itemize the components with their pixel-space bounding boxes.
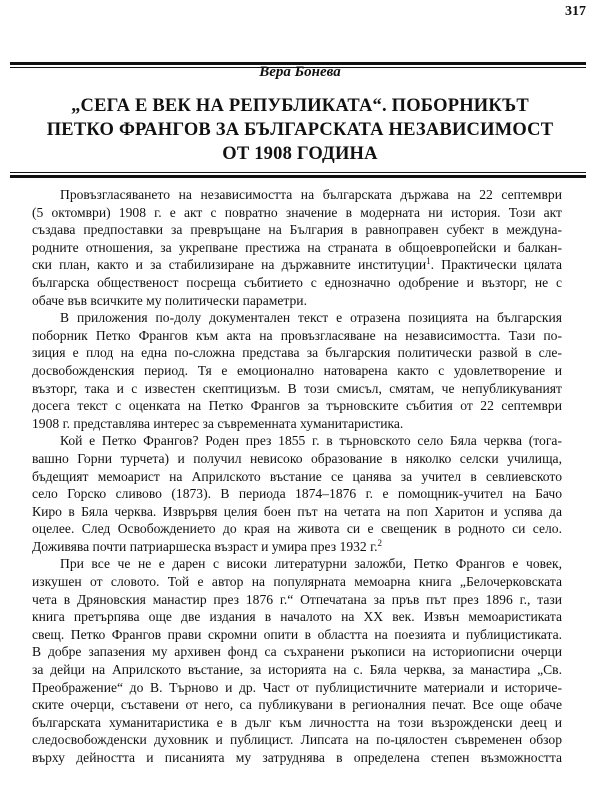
text-line: родните отношения, за укрепване престижа на страната в общоевропейски и балкан-: [32, 239, 562, 255]
text-line: село Горско сливово (1873). В периода 1874–1876 г. е помощник-учител на Бачо: [32, 486, 562, 502]
text-line: българската хуманитаристика е в дълг към личността на този възрожденски деец и: [32, 714, 562, 730]
text-line: оцелее. След Освобождението до края на живота си е свещеник в родното си село.: [32, 521, 562, 537]
page-number: 317: [565, 4, 586, 19]
text-line: [32, 256, 562, 274]
paragraph: [32, 555, 562, 766]
text-fragment: ски план, както и за стабилизиране на държавните институции: [32, 257, 427, 273]
text-line: 1908 г. представлява интерес за съвременната хуманитаристика.: [32, 415, 404, 431]
text-line: изкушен от словото. Той е автор на популярната мемоарна книга „Белочерковската: [32, 574, 562, 590]
text-line: Киро в Бяла черква. Изврървя целия боен път на четата на поп Харитон и успява да: [32, 503, 562, 519]
text-line: [32, 538, 562, 556]
title-line: ПЕТКО ФРАНГОВ ЗА БЪЛГАРСКАТА НЕЗАВИСИМОСТ: [46, 120, 554, 140]
text-line: обаче във всичките му политически параметри.: [32, 292, 307, 308]
text-line: (5 октомври) 1908 г. е акт с повратно значение в модерната ни история. Този акт: [32, 204, 562, 220]
paragraph: [32, 309, 562, 432]
text-line: ските очерци, съставени от него, са публикувани в регионалния печат. Все още обаче: [32, 697, 562, 713]
footnote-ref: 2: [377, 537, 383, 548]
text-line: книга претърпява още две издания в началото на XX век. Извън мемоаристиката: [32, 609, 562, 625]
title-line: ОТ 1908 ГОДИНА: [222, 144, 378, 164]
text-line: вашно Горни турчета) и получил невисоко образование в няколко селски училища,: [32, 450, 562, 466]
text-line: Преображение“ до В. Търново и др. Част от публицистичните материали и историче-: [32, 679, 562, 695]
text-fragment: . Практически цялата: [430, 257, 562, 273]
text-line: досвобожденския период. Тя е емоционално натоварена както с удовлетворение и: [32, 362, 562, 378]
text-line: В добре запазения му архивен фонд са съхранени ръкописи на историописни очерци: [32, 644, 562, 660]
text-line: зиция е плод на една по-сложна представа за българския политически развой в сле-: [32, 345, 562, 361]
article-body: [32, 186, 562, 767]
text-line: В приложения по-долу документален текст е отразена позицията на българския: [60, 310, 562, 326]
author-name: Вера Бонева: [259, 64, 341, 80]
paragraph: [32, 186, 562, 309]
text-line: създава предпоставки за превръщане на България в равноправен субект в междуна-: [32, 222, 562, 238]
text-line: Провъзгласяването на независимостта на българската държава на 22 септември: [60, 187, 562, 202]
text-line: българска общественост посреща събитието с еднозначно одобрение и възторг, не с: [32, 274, 562, 290]
header-rule-bottom: [10, 172, 586, 178]
title-line: „СЕГА Е ВЕК НА РЕПУБЛИКАТА“. ПОБОРНИКЪТ: [71, 96, 529, 116]
text-line: върху дейността и писанията му затруднява в определена степен възможността: [32, 750, 562, 765]
footnote-ref: 1: [426, 256, 431, 267]
text-line: възторг, така и с известен скептицизъм. В този смисъл, смятам, че непубликуваният: [32, 380, 562, 396]
text-line: свещ. Петко Франгов прави скромни опити в областта на поезията и публицистиката.: [32, 626, 562, 642]
text-fragment: Доживява почти патриаршеска възраст и умира през 1932 г.: [32, 538, 378, 554]
text-line: досега текст с оценката на Петко Франгов за търновските събития от 22 септември: [32, 398, 562, 414]
text-line: чета в Дряновския манастир през 1876 г.“ Отпечатана за пръв път през 1896 г., тази: [32, 591, 562, 607]
text-line: При все че не е дарен с високи литературни заложби, Петко Франгов е човек,: [60, 556, 562, 572]
paragraph: [32, 432, 562, 555]
text-line: бъдещият мемоарист на Априлското въстание се цанява за учител в севлиевското: [32, 468, 562, 484]
text-line: следосвобожденски духовник и публицист. Липсата на по-цялостен съвременен обзор: [32, 732, 562, 748]
text-line: поборник Петко Франгов към акта на провъзгласяване на независимостта. Тази по-: [32, 327, 562, 343]
text-line: Кой е Петко Франгов? Роден през 1855 г. в търновското село Бяла черква (тога-: [60, 433, 562, 449]
article-title: [20, 94, 580, 166]
text-line: за дейци на Априлското въстание, за историята на с. Бяла черква, за манастира „Св.: [32, 662, 562, 678]
